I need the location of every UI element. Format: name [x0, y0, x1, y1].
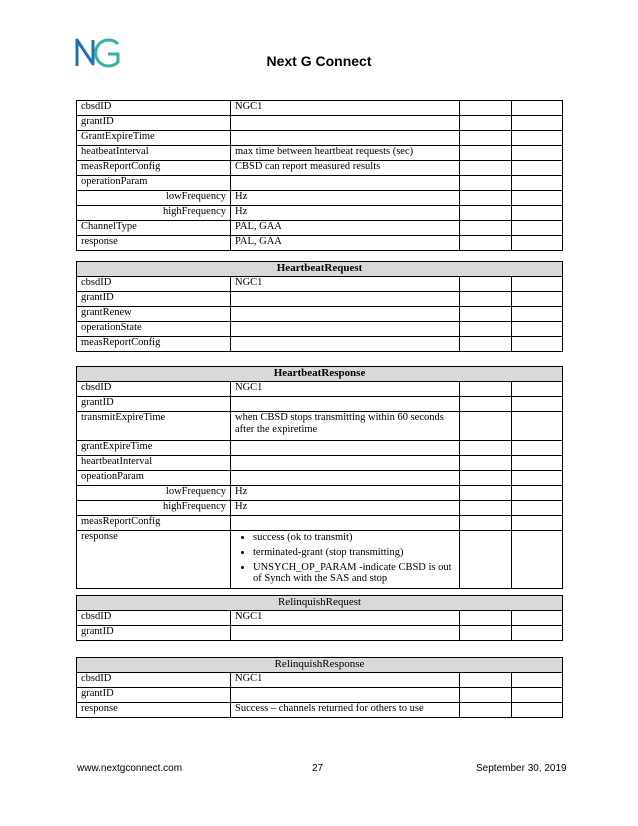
table-row: [77, 292, 563, 307]
row-label: grantID: [77, 626, 231, 641]
row-value: [231, 176, 460, 191]
row-label: opeationParam: [77, 471, 231, 486]
row-value: when CBSD stops transmitting within 60 seconds after the expiretime: [231, 412, 460, 441]
row-label: grantExpireTime: [77, 441, 231, 456]
table-row: [77, 221, 563, 236]
row-value: Hz: [231, 206, 460, 221]
row-label: grantRenew: [77, 307, 231, 322]
table-row: [77, 397, 563, 412]
row-label: response: [77, 703, 231, 718]
row-value: [231, 626, 460, 641]
footer-website: www.nextgconnect.com: [77, 763, 183, 774]
row-value: [231, 471, 460, 486]
row-label: operationParam: [77, 176, 231, 191]
row-value: NGC1: [231, 611, 460, 626]
company-name: Next G Connect: [266, 53, 372, 69]
row-value: NGC1: [231, 673, 460, 688]
row-value: NGC1: [231, 277, 460, 292]
table-row: [77, 673, 563, 688]
table-row: [77, 626, 563, 641]
row-label: transmitExpireTime: [77, 412, 231, 441]
table-row: [77, 501, 563, 516]
table-row: [77, 441, 563, 456]
table-row: [77, 307, 563, 322]
row-label: cbsdID: [77, 673, 231, 688]
row-value: Success – channels returned for others to use: [231, 703, 460, 718]
table-row: [77, 176, 563, 191]
row-label: measReportConfig: [77, 161, 231, 176]
relinquish-request-table: [76, 595, 563, 641]
row-label: operationState: [77, 322, 231, 337]
row-label: response: [77, 531, 231, 589]
row-value: NGC1: [231, 382, 460, 397]
table-row: [77, 516, 563, 531]
list-item: • terminated-grant (stop transmitting): [253, 547, 455, 558]
table-row: [77, 337, 563, 352]
list-item: • UNSYCH_OP_PARAM -indicate CBSD is out of Synch with the SAS and stop: [253, 562, 455, 584]
row-label: highFrequency: [77, 501, 231, 516]
table-row: [77, 236, 563, 251]
row-value: [231, 292, 460, 307]
row-value: PAL, GAA: [231, 221, 460, 236]
row-value: PAL, GAA: [231, 236, 460, 251]
row-value: [231, 116, 460, 131]
footer-date: September 30, 2019: [476, 763, 567, 774]
relinquish-response-table: [76, 657, 563, 718]
footer-page-number: 27: [312, 763, 324, 774]
row-label: grantID: [77, 116, 231, 131]
table-row: [77, 206, 563, 221]
table-title: HeartbeatResponse: [77, 367, 563, 382]
table-row: [77, 486, 563, 501]
row-value: [231, 337, 460, 352]
table-title: HeartbeatRequest: [77, 262, 563, 277]
row-label: measReportConfig: [77, 337, 231, 352]
table-row: [77, 703, 563, 718]
row-label: grantID: [77, 688, 231, 703]
table-row: [77, 382, 563, 397]
row-label: cbsdID: [77, 101, 231, 116]
table-row: [77, 161, 563, 176]
table-row: [77, 471, 563, 486]
row-label: lowFrequency: [77, 486, 231, 501]
row-label: cbsdID: [77, 277, 231, 292]
table-title: RelinquishResponse: [77, 658, 563, 673]
row-label: heartbeatInterval: [77, 456, 231, 471]
row-label: response: [77, 236, 231, 251]
row-value: [231, 516, 460, 531]
row-value: CBSD can report measured results: [231, 161, 460, 176]
response-bullet-list: [231, 531, 460, 589]
table-row: [77, 456, 563, 471]
row-label: cbsdID: [77, 382, 231, 397]
row-label: GrantExpireTime: [77, 131, 231, 146]
table-row: [77, 531, 563, 589]
table-row: [77, 191, 563, 206]
row-label: highFrequency: [77, 206, 231, 221]
row-label: grantID: [77, 292, 231, 307]
heartbeat-request-table: [76, 261, 563, 352]
row-value: [231, 307, 460, 322]
row-label: measReportConfig: [77, 516, 231, 531]
row-value: Hz: [231, 486, 460, 501]
grant-response-table: [76, 100, 563, 251]
row-value: [231, 397, 460, 412]
row-label: heatbeatInterval: [77, 146, 231, 161]
list-item: • success (ok to transmit): [253, 532, 455, 543]
table-row: [77, 322, 563, 337]
table-row: [77, 412, 563, 441]
table-row: [77, 116, 563, 131]
row-value: Hz: [231, 191, 460, 206]
table-title: RelinquishRequest: [77, 596, 563, 611]
row-value: max time between heartbeat requests (sec): [231, 146, 460, 161]
heartbeat-response-table: [76, 366, 563, 589]
table-row: [77, 146, 563, 161]
row-label: grantID: [77, 397, 231, 412]
row-label: lowFrequency: [77, 191, 231, 206]
table-row: [77, 277, 563, 292]
table-row: [77, 611, 563, 626]
row-value: [231, 441, 460, 456]
table-row: [77, 131, 563, 146]
table-row: [77, 688, 563, 703]
row-label: cbsdID: [77, 611, 231, 626]
row-value: [231, 322, 460, 337]
row-value: [231, 456, 460, 471]
row-label: ChannelType: [77, 221, 231, 236]
row-value: Hz: [231, 501, 460, 516]
row-value: [231, 688, 460, 703]
table-row: [77, 101, 563, 116]
row-value: [231, 131, 460, 146]
row-value: NGC1: [231, 101, 460, 116]
